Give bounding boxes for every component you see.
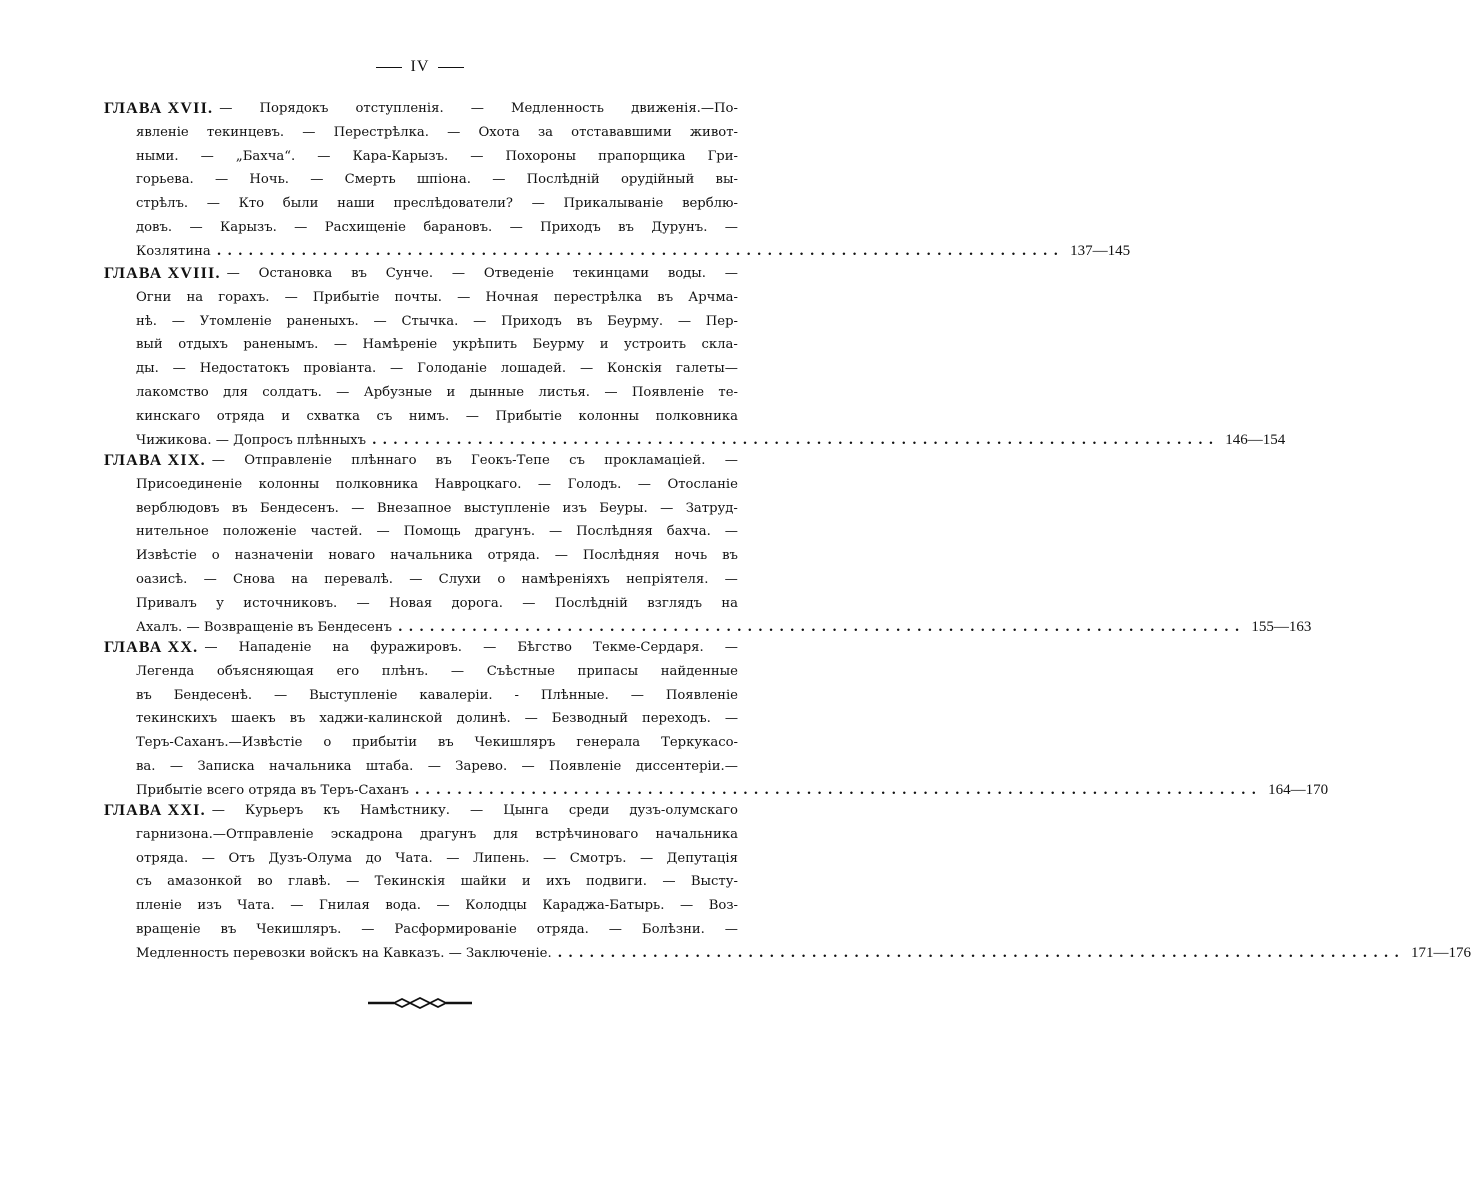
chapter-summary-line: гарнизона.—Отправленіе эскадрона драгунъ для встрѣчиноваго начальника: [136, 826, 738, 842]
leader-dots: ................................................................................: [216, 243, 1065, 259]
chapter-summary-line: Чижикова. — Допросъ плѣнныхъ: [136, 432, 366, 448]
chapter-summary-line: Легенда объясняющая его плѣнъ. — Съѣстные припасы найденные: [136, 663, 738, 679]
chapter-summary-line: — Остановка въ Сунче. — Отведеніе текинцами воды. —: [226, 266, 738, 281]
chapter-summary-line: вый отдыхъ раненымъ. — Намѣреніе укрѣпить Беурму и устроить скла-: [136, 337, 738, 353]
chapter-summary-line: отряда. — Отъ Дузъ-Олума до Чата. — Липень. — Смотръ. — Депутація: [136, 850, 738, 866]
page-number-dash-left: [376, 67, 402, 68]
chapter-line: [104, 216, 738, 240]
chapter-heading: ГЛАВА XVII.: [104, 100, 214, 117]
chapter-summary-line: Теръ-Саханъ.—Извѣстіе о прибытіи въ Чекишляръ генерала Теркукасо-: [136, 735, 738, 751]
page-range: 164—170: [1268, 781, 1329, 798]
chapter-summary-line: Медленность перевозки войскъ на Кавказъ. — Заключеніе.: [136, 945, 552, 961]
chapter-line: [104, 473, 738, 497]
chapter-summary-line: ва. — Записка начальника штаба. — Зарево. — Появленіе диссентеріи.—: [136, 758, 738, 774]
chapter-line: [104, 731, 738, 755]
chapter-summary-line: нѣ. — Утомленіе раненыхъ. — Стычка. — Приходъ въ Беурму. — Пер-: [136, 313, 738, 329]
chapter-heading: ГЛАВА XVIII.: [104, 265, 221, 282]
chapter-summary-line: оазисѣ. — Снова на перевалѣ. — Слухи о намѣреніяхъ непріятеля. —: [136, 571, 738, 587]
chapter-entry: [104, 262, 1286, 452]
chapter-summary-line: нительное положеніе частей. — Помощь драгунъ. — Послѣдняя бахча. —: [136, 524, 738, 540]
chapter-line: [104, 755, 738, 779]
chapter-heading: ГЛАВА XXI.: [104, 802, 206, 819]
leader-dots: ................................................................................: [557, 945, 1405, 961]
chapter-line: [104, 310, 738, 334]
chapter-summary-line: ды. — Недостатокъ провіанта. — Голоданіе лошадей. — Конскія галеты—: [136, 361, 738, 377]
chapter-entry: [104, 97, 1131, 264]
chapter-line: [104, 942, 1471, 966]
chapter-line: [104, 97, 738, 121]
chapter-line: [104, 240, 1131, 264]
chapter-line: [104, 592, 738, 616]
chapter-summary-line: Огни на горахъ. — Прибытіе почты. — Ночная перестрѣлка въ Арчма-: [136, 289, 738, 305]
chapter-summary-line: — Нападеніе на фуражировъ. — Бѣгство Текме-Сердаря. —: [204, 640, 738, 655]
chapter-line: [104, 381, 738, 405]
chapter-summary-line: текинскихъ шаекъ въ хаджи-калинской долинѣ. — Безводный переходъ. —: [136, 711, 738, 727]
chapter-line: [104, 449, 738, 473]
chapter-summary-line: стрѣлъ. — Кто были наши преслѣдователи? — Прикалываніе верблю-: [136, 196, 738, 212]
chapter-summary-line: кинскаго отряда и схватка съ нимъ. — Прибытіе колонны полковника: [136, 408, 738, 424]
chapter-line: [104, 286, 738, 310]
chapter-summary-line: верблюдовъ въ Бендесенъ. — Внезапное выступленіе изъ Беуры. — Затруд-: [136, 500, 738, 516]
chapter-line: [104, 660, 738, 684]
page-range: 146—154: [1225, 431, 1286, 448]
leader-dots: ................................................................................: [414, 782, 1263, 798]
chapter-line: [104, 823, 738, 847]
chapter-line: [104, 870, 738, 894]
chapter-summary-line: лакомство для солдатъ. — Арбузные и дынные листья. — Появленіе те-: [136, 384, 738, 400]
chapter-line: [104, 544, 738, 568]
chapter-summary-line: явленіе текинцевъ. — Перестрѣлка. — Охота за отстававшими живот-: [136, 124, 738, 140]
chapter-entry: [104, 799, 1471, 966]
chapter-line: [104, 520, 738, 544]
chapter-summary-line: Привалъ у источниковъ. — Новая дорога. — Послѣдній взглядъ на: [136, 595, 738, 611]
chapter-summary-line: — Отправленіе плѣннаго въ Геокъ-Тепе съ прокламаціей. —: [211, 453, 738, 468]
ornament-divider-icon: [368, 996, 472, 1010]
chapter-summary-line: Ахалъ. — Возвращеніе въ Бендесенъ: [136, 619, 393, 635]
chapter-summary-line: — Курьеръ къ Намѣстнику. — Цынга среди дузъ-олумскаго: [211, 803, 738, 818]
chapter-line: [104, 357, 738, 381]
chapter-summary-line: горьева. — Ночь. — Смерть шпіона. — Послѣдній орудійный вы-: [136, 172, 738, 188]
chapter-summary-line: Козлятина: [136, 243, 211, 259]
chapter-line: [104, 894, 738, 918]
chapter-line: [104, 405, 738, 429]
chapter-summary-line: — Порядокъ отступленія. — Медленность движенія.—По-: [219, 101, 738, 116]
chapter-summary-line: Извѣстіе о назначеніи новаго начальника отряда. — Послѣдняя ночь въ: [136, 548, 738, 564]
page-range: 137—145: [1070, 242, 1131, 259]
chapter-line: [104, 145, 738, 169]
leader-dots: ................................................................................: [371, 432, 1220, 448]
page-number: [0, 58, 840, 76]
chapter-line: [104, 707, 738, 731]
chapter-line: [104, 192, 738, 216]
chapter-summary-line: Прибытіе всего отряда въ Теръ-Саханъ: [136, 782, 409, 798]
chapter-summary-line: Присоединеніе колонны полковника Навроцкаго. — Голодъ. — Отосланіе: [136, 476, 738, 492]
chapter-line: [104, 262, 738, 286]
chapter-line: [104, 636, 738, 660]
chapter-heading: ГЛАВА XX.: [104, 639, 199, 656]
chapter-summary-line: пленіе изъ Чата. — Гнилая вода. — Колодцы Караджа-Батырь. — Воз-: [136, 898, 738, 914]
chapter-entry: [104, 636, 1329, 803]
page-range: 155—163: [1251, 618, 1312, 635]
page-range: 171—176: [1410, 944, 1471, 961]
chapter-line: [104, 568, 738, 592]
chapter-line: [104, 121, 738, 145]
page-number-dash-right: [438, 67, 464, 68]
chapter-summary-line: вращеніе въ Чекишляръ. — Расформированіе отряда. — Болѣзни. —: [136, 921, 738, 937]
chapter-line: [104, 918, 738, 942]
chapter-summary-line: въ Бендесенѣ. — Выступленіе кавалеріи. - Плѣнные. — Появленіе: [136, 687, 738, 703]
chapter-line: [104, 333, 738, 357]
chapter-line: [104, 847, 738, 871]
leader-dots: ................................................................................: [398, 619, 1246, 635]
chapter-summary-line: ными. — „Бахча“. — Кара-Карызъ. — Похороны прапорщика Гри-: [136, 148, 738, 164]
page-number-value: IV: [410, 58, 430, 75]
chapter-summary-line: съ амазонкой во главѣ. — Текинскія шайки и ихъ подвиги. — Высту-: [136, 874, 738, 890]
chapter-line: [104, 684, 738, 708]
chapter-line: [104, 799, 738, 823]
chapter-line: [104, 497, 738, 521]
chapter-heading: ГЛАВА XIX.: [104, 452, 206, 469]
chapter-entry: [104, 449, 1312, 639]
chapter-line: [104, 168, 738, 192]
chapter-summary-line: довъ. — Карызъ. — Расхищеніе барановъ. — Приходъ въ Дурунъ. —: [136, 219, 738, 235]
